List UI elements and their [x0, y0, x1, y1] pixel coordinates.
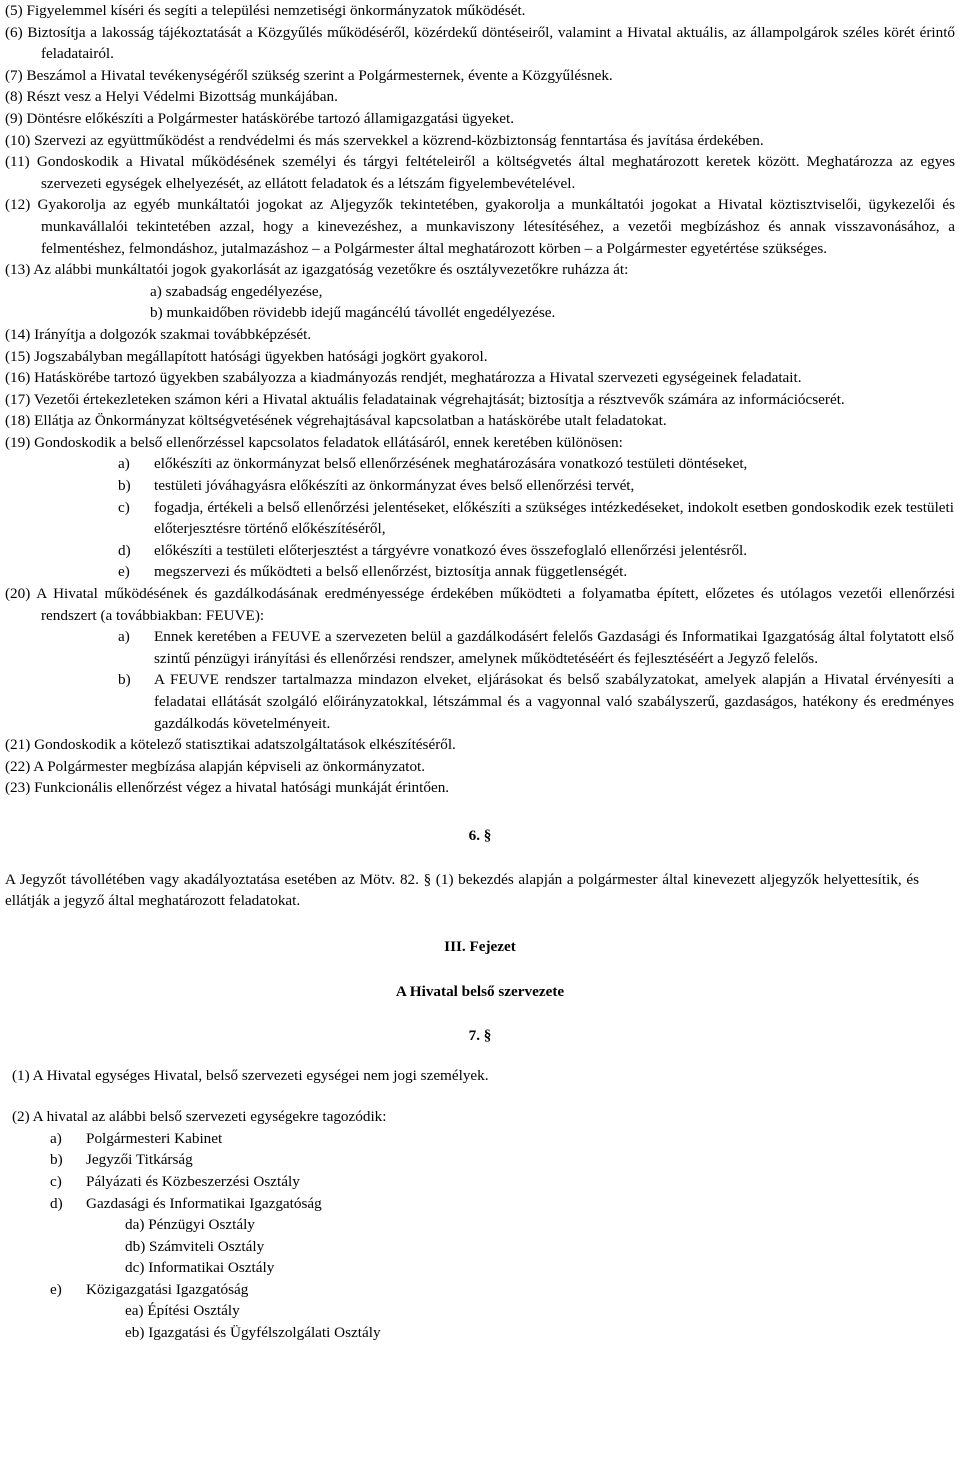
item-text: Gondoskodik a kötelező statisztikai adatszolgáltatások elkészítéséről.: [34, 736, 456, 754]
item-mid-2: [0, 367, 955, 389]
item-number: (14): [5, 325, 31, 343]
item-text: Gondoskodik a Hivatal működésének személyi és tárgyi feltételeiről a költségvetés által meghatározott keretek között. Meghatározza az egyes szervezeti egységek elhelyezését, az ellátott feladatok és a létszám figyelembevételével.: [36, 153, 955, 192]
section-6-text: A Jegyzőt távollétében vagy akadályoztatása esetében az Mötv. 82. § (1) bekezdés alapján a polgármester által kinevezett aljegyzők helyettesítik, és ellátják a jegyző által meghatározott feladatokat.: [5, 870, 919, 910]
sub-text: előkészíti a testületi előterjesztést a tárgyévre vonatkozó éves összefoglaló ellenőrzési jelentésről.: [154, 541, 748, 559]
item-number: (18): [5, 412, 31, 430]
item-text: Beszámol a Hivatal tevékenységéről szükség szerint a Polgármesternek, évente a Közgyűlésnek.: [26, 66, 613, 84]
sub-label: a): [118, 455, 130, 473]
sub-label: a): [118, 628, 130, 646]
unit-text: Polgármesteri Kabinet: [86, 1129, 223, 1147]
item-19-sub-3: [118, 540, 954, 562]
sub-text: fogadja, értékeli a belső ellenőrzési jelentéseket, előkészíti a szükséges intézkedéseket, indokolt esetben gondoskodik ezek testületi előterjesztésre történő előkészítéséről,: [154, 498, 954, 538]
item-number: (12): [5, 196, 31, 214]
item-end-0: [0, 734, 955, 756]
item-number: (19): [5, 433, 31, 451]
item-13-sub-a: a) szabadság engedélyezése,: [150, 282, 323, 300]
item-text: Az alábbi munkáltatói jogok gyakorlását az igazgatóság vezetőkre és osztályvezetőkre ruházza át:: [33, 261, 629, 279]
sub-label: e): [118, 563, 130, 581]
item-top-4: [0, 108, 955, 130]
item-number: (16): [5, 369, 31, 387]
item-20-sub-0: [118, 626, 954, 669]
item-number: (13): [5, 261, 31, 279]
item-text: Funkcionális ellenőrzést végez a hivatal hatósági munkáját érintően.: [34, 779, 450, 797]
unit-text: Gazdasági és Informatikai Igazgatóság: [86, 1194, 322, 1212]
item-text: Figyelemmel kíséri és segíti a települési nemzetiségi önkormányzatok működését.: [26, 2, 526, 19]
item-text: Részt vesz a Helyi Védelmi Bizottság munkájában.: [26, 88, 338, 106]
item-19-sub-4: [118, 561, 954, 583]
item-mid-0: [0, 324, 955, 346]
item-number: (9): [5, 109, 23, 127]
unit-label: b): [50, 1151, 63, 1169]
units-list: [0, 1128, 960, 1344]
item-text: A Polgármester megbízása alapján képviseli az önkormányzatot.: [33, 757, 426, 775]
item-text: Jogszabályban megállapított hatósági ügyekben hatósági jogkört gyakorol.: [34, 347, 488, 365]
item-end-1: [0, 756, 955, 778]
item-text: Szervezi az együttműködést a rendvédelmi és más szervekkel a közrend-közbiztonság fenntartása és javítása érdekében.: [34, 131, 764, 149]
unit-d-sub-0: da) Pénzügyi Osztály: [125, 1216, 255, 1234]
item-mid-3: [0, 389, 955, 411]
item-text: Ellátja az Önkormányzat költségvetésének végrehajtásával kapcsolatban a hatáskörébe utalt feladatokat.: [34, 412, 667, 430]
item-end-2: [0, 777, 955, 799]
item-13-sub-b: b) munkaidőben rövidebb idejű magáncélú távollét engedélyezése.: [150, 304, 556, 322]
chapter-heading: III. Fejezet: [444, 937, 516, 955]
item-mid-1: [0, 346, 955, 368]
section-7-p2: (2) A hivatal az alábbi belső szervezeti egységekre tagozódik:: [12, 1108, 387, 1126]
item-mid-4: [0, 410, 955, 432]
unit-label: a): [50, 1129, 62, 1147]
unit-label: c): [50, 1172, 62, 1190]
item-19-sub-1: [118, 475, 954, 497]
item-19-sublist: [0, 453, 960, 583]
sub-text: testületi jóváhagyásra előkészíti az önkormányzat éves belső ellenőrzési tervét,: [154, 477, 635, 495]
item-number: (6): [5, 23, 23, 41]
item-number: (11): [5, 153, 30, 171]
item-text: Gondoskodik a belső ellenőrzéssel kapcsolatos feladatok ellátásáról, ennek keretében különösen:: [34, 433, 623, 451]
item-number: (22): [5, 757, 31, 775]
unit-3: [50, 1193, 960, 1215]
sub-text: A FEUVE rendszer tartalmazza mindazon elveket, eljárásokat és belső szabályzatokat, amelyek alapján a Hivatal érvényesíti a feladatai ellátását szolgáló előirányzatokkal, létszámmal és a vagyonnal való szabályszerű, gazdaságos, hatékony és eredményes gazdálkodás követelményeit.: [154, 671, 954, 732]
item-top-1: [0, 22, 955, 65]
item-20-sub-1: [118, 669, 954, 734]
item-19-sub-0: [118, 453, 954, 475]
item-number: (21): [5, 736, 31, 754]
unit-e-sub-0: ea) Építési Osztály: [125, 1302, 240, 1320]
duties-list-top: [0, 0, 960, 281]
sub-label: c): [118, 498, 130, 516]
item-number: (17): [5, 390, 31, 408]
item-top-3: [0, 86, 955, 108]
duties-list-end: [0, 734, 960, 799]
item-number: (15): [5, 347, 31, 365]
item-top-6: [0, 151, 955, 194]
item-top-7: [0, 194, 955, 259]
unit-label: d): [50, 1194, 63, 1212]
item-top-8: [0, 259, 955, 281]
item-number: (23): [5, 779, 31, 797]
unit-label: e): [50, 1280, 62, 1298]
unit-2: [50, 1171, 960, 1193]
unit-text: Jegyzői Titkárság: [86, 1151, 193, 1169]
section-7-p1: (1) A Hivatal egységes Hivatal, belső szervezeti egységei nem jogi személyek.: [12, 1066, 489, 1084]
unit-0: [50, 1128, 960, 1150]
sub-label: b): [118, 671, 131, 689]
item-number: (8): [5, 88, 23, 106]
item-text: Vezetői értekezleteken számon kéri a Hivatal aktuális feladatainak végrehajtását; biztosítja a résztvevők számára az információcserét.: [33, 390, 845, 408]
item-19-sub-2: [118, 497, 954, 540]
section-7-title: 7. §: [468, 1026, 492, 1044]
item-number: (7): [5, 66, 23, 84]
unit-d-sub-2: dc) Informatikai Osztály: [125, 1259, 275, 1277]
sub-label: d): [118, 541, 131, 559]
sub-text: előkészíti az önkormányzat belső ellenőrzésének meghatározására vonatkozó testületi döntéseket,: [154, 455, 748, 473]
duties-list-mid: [0, 324, 960, 454]
unit-e: [50, 1279, 960, 1301]
unit-text: Pályázati és Közbeszerzési Osztály: [86, 1172, 300, 1190]
item-text: Biztosítja a lakosság tájékoztatását a Közgyűlés működéséről, közérdekű döntéseiről, valamint a Hivatal aktuális, az állampolgárok széles körét érintő feladatairól.: [27, 23, 956, 63]
sub-label: b): [118, 477, 131, 495]
item-13-sublist: [0, 281, 960, 324]
item-text: Irányítja a dolgozók szakmai továbbképzését.: [34, 325, 312, 343]
sub-text: megszervezi és működteti a belső ellenőrzést, biztosítja annak függetlenségét.: [154, 563, 628, 581]
item-mid-5: [0, 432, 955, 454]
section-6-title: 6. §: [468, 826, 492, 844]
item-number: (5): [5, 2, 23, 19]
item-text: Döntésre előkészíti a Polgármester hatáskörébe tartozó államigazgatási ügyeket.: [26, 109, 515, 127]
unit-d-sub-1: db) Számviteli Osztály: [125, 1237, 265, 1255]
item-20: (20) A Hivatal működésének és gazdálkodásának eredményessége érdekében működteti a folyamatba épített, előzetes és utólagos vezetői ellenőrzési rendszert (a továbbiakban: FEUVE):: [5, 585, 955, 624]
item-top-0: [0, 0, 955, 22]
item-number: (10): [5, 131, 31, 149]
item-text: Hatáskörébe tartozó ügyekben szabályozza a kiadmányozás rendjét, meghatározza a Hivatal szervezeti egységeinek feladatait.: [34, 369, 802, 387]
unit-text: Közigazgatási Igazgatóság: [86, 1280, 249, 1298]
item-20-sublist: [0, 626, 960, 734]
item-text: Gyakorolja az egyéb munkáltatói jogokat az Aljegyzők tekintetében, gyakorolja a munkáltatói jogokat a Hivatal köztisztviselői, ügykezelői és munkavállalói tekintetében azzal, hogy a kinevezéshez, a munkaviszony létesítéséhez, a vezetői megbízáshoz és annak visszavonásához, a felmentéshez, felmondáshoz, jutalmazáshoz – a Polgármester által meghatározott körben – a Polgármester egyetértése szükséges.: [37, 196, 955, 257]
unit-1: [50, 1149, 960, 1171]
unit-e-sub-1: eb) Igazgatási és Ügyfélszolgálati Osztály: [125, 1324, 381, 1342]
item-top-5: [0, 130, 955, 152]
sub-text: Ennek keretében a FEUVE a szervezeten belül a gazdálkodásért felelős Gazdasági és Informatikai Igazgatóság által folytatott első szintű pénzügyi irányítási és ellenőrzési rendszer, amelynek működtetéséért és fejlesztéséért a Jegyző felelős.: [154, 628, 954, 667]
item-top-2: [0, 65, 955, 87]
chapter-title: A Hivatal belső szervezete: [395, 983, 565, 1001]
